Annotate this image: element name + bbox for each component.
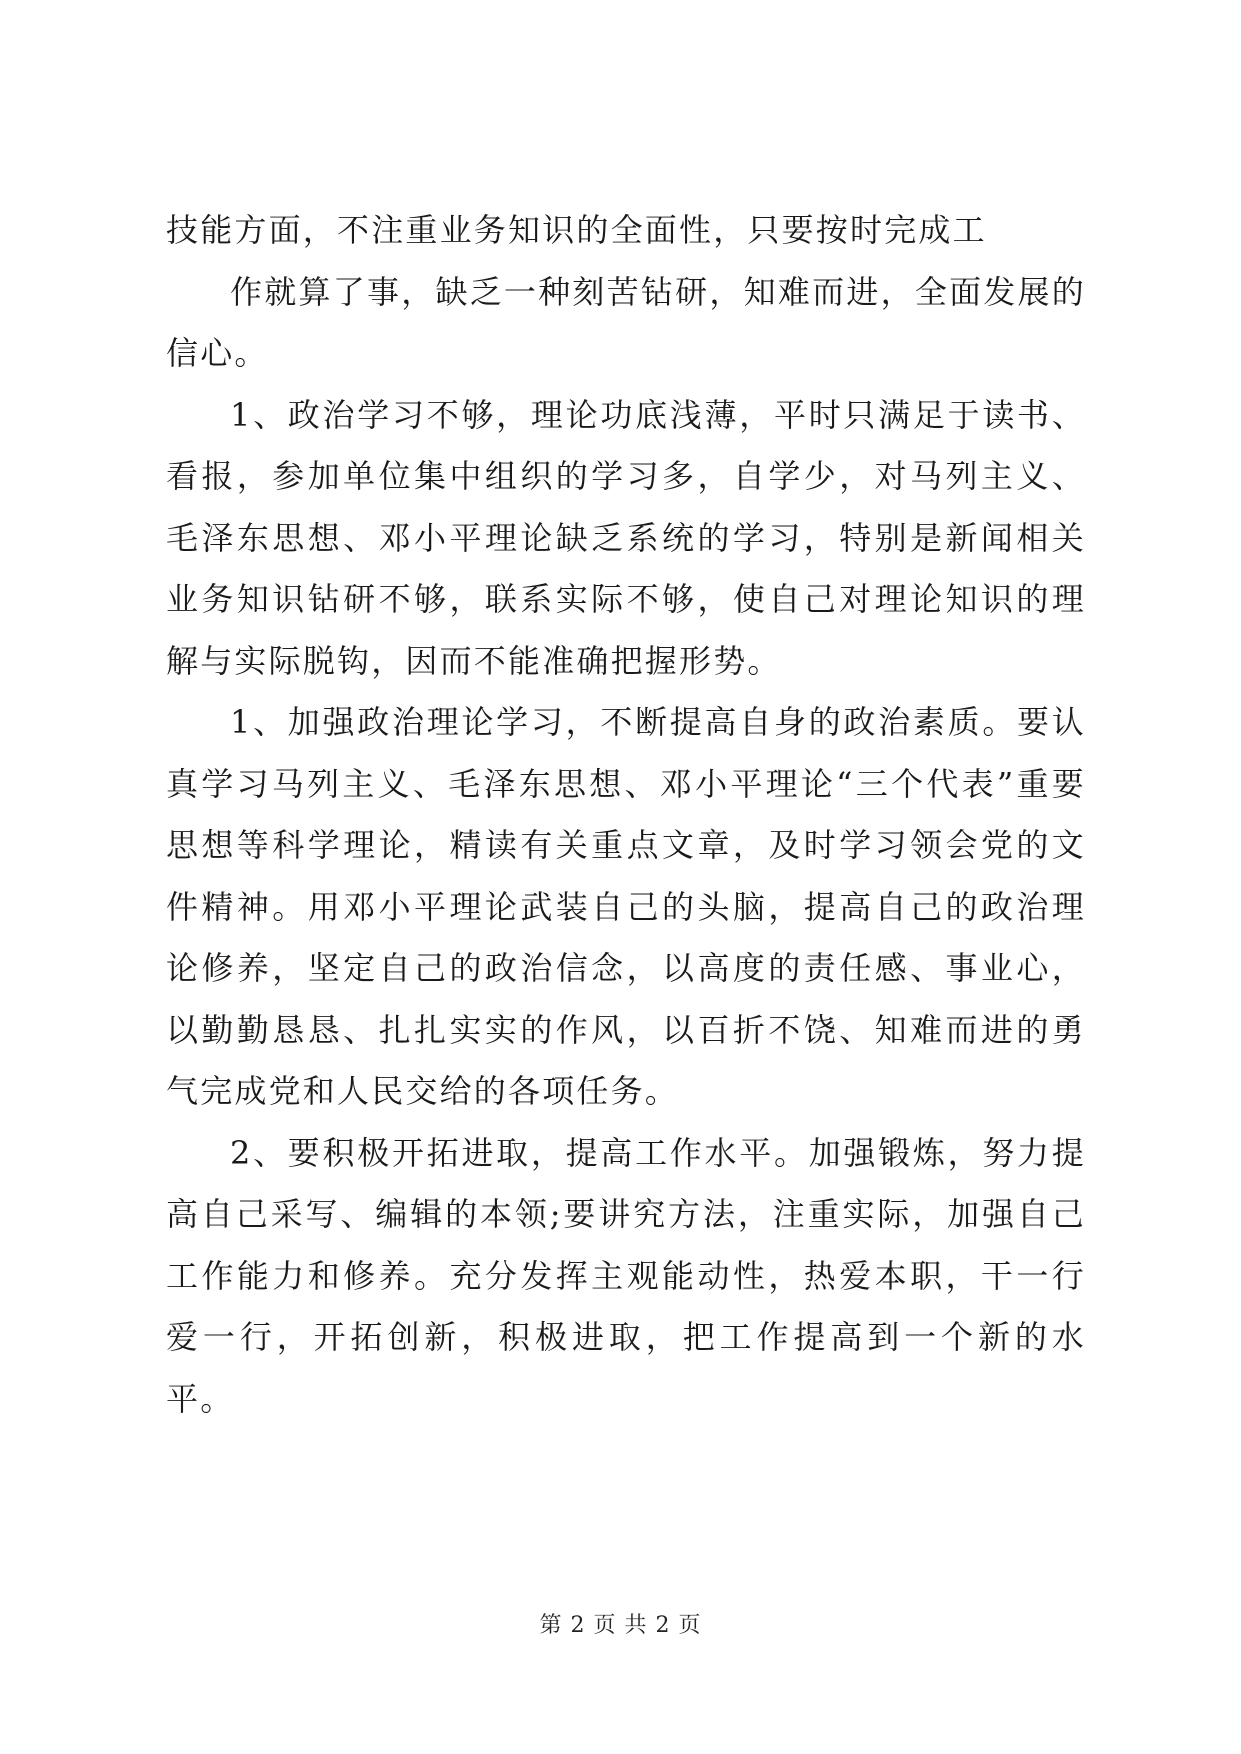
paragraph-continuation: 技能方面，不注重业务知识的全面性，只要按时完成工	[166, 211, 987, 249]
document-body	[166, 200, 1086, 1430]
paragraph-confidence: 作就算了事，缺乏一种刻苦钻研，知难而进，全面发展的信心。	[166, 272, 1086, 372]
paragraph-measure-theory-study: 1、加强政治理论学习，不断提高自身的政治素质。要认真学习马列主义、毛泽东思想、邓小平理论“三个代表”重要思想等科学理论，精读有关重点文章，及时学习领会党的文件精神。用邓小平理论武装自己的头脑，提高自己的政治理论修养，坚定自己的政治信念，以高度的责任感、事业心，以勤勤恳恳、扎扎实实的作风，以百折不饶、知难而进的勇气完成党和人民交给的各项任务。	[166, 703, 1086, 1110]
paragraph-problem-political-study: 1、政治学习不够，理论功底浅薄，平时只满足于读书、看报，参加单位集中组织的学习多，自学少，对马列主义、毛泽东思想、邓小平理论缺乏系统的学习，特别是新闻相关业务知识钻研不够，联系实际不够，使自己对理论知识的理解与实际脱钩，因而不能准确把握形势。	[166, 395, 1086, 680]
paragraph-measure-work-level: 2、要积极开拓进取，提高工作水平。加强锻炼，努力提高自己采写、编辑的本领;要讲究方法，注重实际，加强自己工作能力和修养。充分发挥主观能动性，热爱本职，干一行爱一行，开拓创新，积极进取，把工作提高到一个新的水平。	[166, 1133, 1086, 1418]
page-footer: 第 2 页 共 2 页	[539, 1613, 702, 1638]
